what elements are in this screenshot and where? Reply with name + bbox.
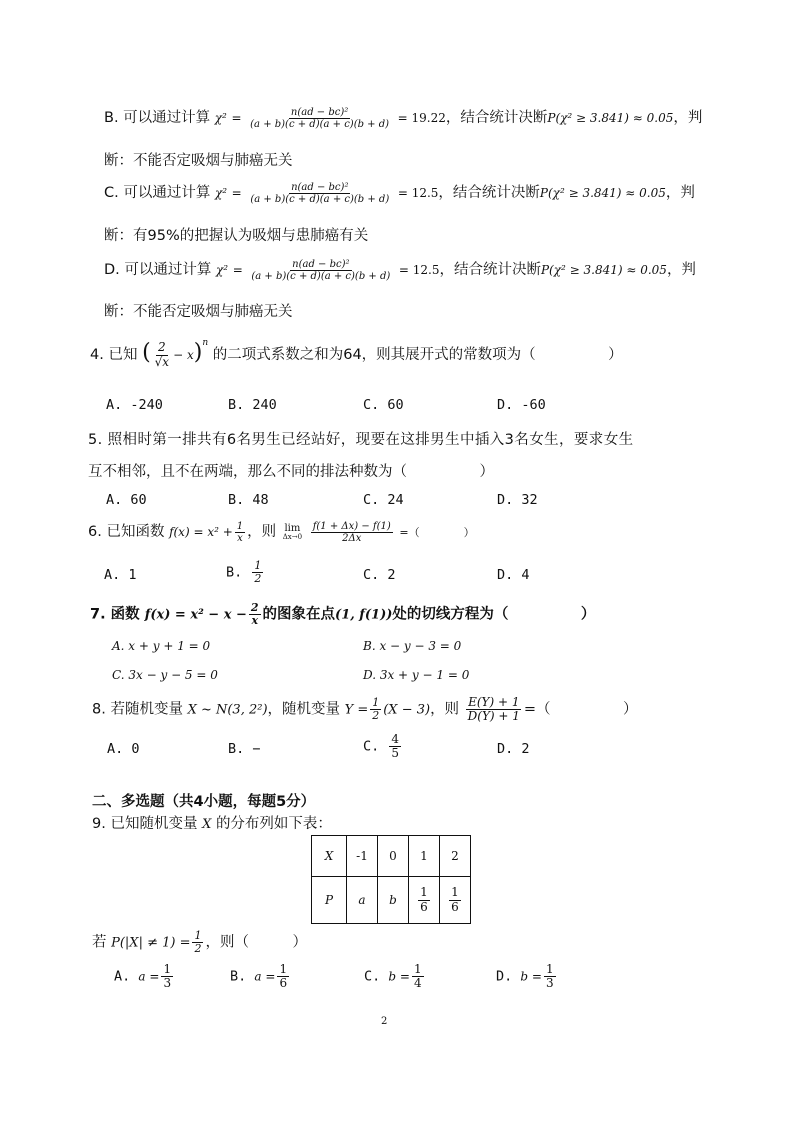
option-fraction	[277, 963, 289, 990]
question-number: 8.	[92, 701, 106, 718]
chi-value: = 19.22	[397, 111, 446, 125]
question-5-line2: 互不相邻，且不在两端，那么不同的排法种数为（ ）	[88, 464, 494, 480]
question-text: 若随机变量	[110, 701, 183, 718]
q5-option-b: B. 48	[228, 492, 269, 508]
formula-denominator: (a + b)(c + d)(a + c)(b + d)	[250, 193, 390, 205]
chi-square-symbol: χ²	[214, 186, 228, 200]
question-text-post: =（ ）	[523, 701, 638, 718]
option-label: D.	[104, 262, 120, 278]
fraction-denominator: 5	[391, 746, 400, 761]
fraction-numerator: f(1 + Δx) − f(1)	[312, 520, 391, 532]
q9-option-d	[496, 963, 558, 990]
y-expression: Y =	[344, 702, 369, 718]
fraction-numerator: 1	[279, 962, 288, 976]
option-variable: a =	[254, 969, 276, 984]
fraction-denominator: 6	[279, 976, 288, 991]
fraction-denominator: 6	[420, 899, 428, 914]
function-expression: f(x) = x² − x −	[144, 607, 247, 623]
limit-symbol	[283, 523, 302, 542]
q6-option-b	[226, 560, 265, 585]
fraction-numerator: 1	[163, 962, 172, 976]
q8-option-c	[363, 733, 403, 760]
probability-expression: P(χ² ≥ 3.841) ≈ 0.05	[547, 111, 674, 125]
q9-option-a	[114, 963, 175, 990]
option-label: B.	[226, 564, 243, 581]
chi-square-formula	[248, 107, 391, 130]
q4-option-a: A. -240	[106, 397, 163, 413]
fraction-denominator: √x	[154, 354, 170, 369]
option-label: B.	[230, 968, 247, 985]
difference-quotient	[311, 521, 393, 544]
option-variable: b =	[388, 969, 410, 984]
table-cell: X	[312, 836, 347, 877]
question-text: 若	[92, 934, 107, 951]
table-cell: a	[347, 877, 378, 924]
fraction-numerator: 4	[391, 732, 400, 746]
question-7	[90, 602, 595, 627]
question-text-post: 的二项式系数之和为64，则其展开式的常数项为（ ）	[212, 347, 623, 363]
q9-option-c	[364, 963, 426, 990]
binomial-rest: − x	[173, 348, 194, 362]
question-9	[92, 812, 332, 833]
fraction-numerator: 1	[194, 929, 202, 942]
chi-value: = 12.5	[398, 263, 440, 277]
table-row	[312, 836, 471, 877]
formula-numerator: n(ad − bc)²	[292, 258, 350, 270]
limit-subscript: Δx→0	[282, 532, 303, 541]
question-text: 已知	[108, 347, 138, 363]
option-text: 可以通过计算	[123, 185, 211, 201]
option-label: B.	[104, 110, 119, 126]
fraction-denominator: x	[251, 614, 258, 628]
fraction-denominator: 2	[372, 709, 380, 723]
option-text-tail: ，判	[666, 262, 696, 278]
question-number: 7.	[90, 606, 106, 623]
question-8	[92, 696, 638, 723]
option-text-mid: ，结合统计决断	[439, 262, 541, 278]
probability-expression: P(χ² ≥ 3.841) ≈ 0.05	[539, 186, 666, 200]
question-4	[90, 338, 623, 369]
table-cell	[409, 877, 440, 924]
question-5-line1: 5. 照相时第一排共有6名男生已经站好，现要在这排男生中插入3名女生，要求女生	[88, 432, 634, 448]
table-cell: b	[378, 877, 409, 924]
q8-option-a: A. 0	[107, 741, 140, 757]
option-fraction	[412, 963, 424, 990]
q3-option-d: D. 可以通过计算 χ² = $\frac{\text{n(ad − bc)²}}{(a + b)(c + d)(a + c)(b + d)}$ = 12.5，结合统计决断P(χ² ≥ 3.841) ≈ 0.05，判	[104, 258, 696, 282]
chi-value: = 12.5	[397, 186, 439, 200]
option-fraction	[161, 963, 173, 990]
q6-option-d: D. 4	[497, 567, 530, 583]
cell-fraction	[449, 886, 461, 913]
fraction-numerator: 2	[158, 340, 166, 355]
fraction-numerator: 1	[372, 696, 380, 710]
question-text-post: 处的切线方程为（ ）	[392, 606, 596, 623]
y-expression-post: (X − 3)	[383, 702, 431, 718]
normal-distribution: X ~ N(3, 2²)	[187, 702, 268, 718]
option-fraction	[252, 560, 263, 585]
option-label: C.	[104, 185, 119, 201]
chi-square-symbol: χ²	[216, 263, 229, 277]
y-coefficient	[370, 697, 381, 722]
option-text-mid: ，结合统计决断	[445, 110, 548, 126]
q3-option-c: C. 可以通过计算 χ² = $\frac{\text{n(ad − bc)²}}{(a + b)(c + d)(a + c)(b + d)}$ = 12.5，结合统计决断P(χ² ≥ 3.841) ≈ 0.05，判	[104, 181, 695, 205]
tangent-point: (1, f(1))	[335, 607, 393, 623]
fraction-denominator: 3	[545, 976, 554, 991]
fraction-denominator: 4	[413, 976, 422, 991]
left-paren: (	[142, 340, 151, 365]
condition-fraction	[192, 930, 203, 955]
option-variable: b =	[520, 969, 542, 984]
function-expression: f(x) = x² +	[169, 525, 233, 539]
question-number: 6.	[88, 524, 102, 540]
table-cell: -1	[347, 836, 378, 877]
chi-square-symbol: χ²	[214, 111, 227, 125]
fraction-denominator: 2	[254, 572, 262, 586]
question-text: 函数	[110, 606, 140, 623]
fraction-denominator: 2Δx	[342, 532, 362, 544]
formula-denominator: (a + b)(c + d)(a + c)(b + d)	[250, 118, 390, 130]
option-label: C.	[363, 738, 380, 755]
option-text: 可以通过计算	[123, 110, 211, 126]
exponent: n	[202, 338, 209, 348]
table-cell: P	[312, 877, 347, 924]
q5-option-d: D. 32	[497, 492, 538, 508]
q3-option-c-line2: 断：有95%的把握认为吸烟与患肺癌有关	[104, 228, 369, 244]
q9-option-b	[230, 963, 291, 990]
table-cell: 0	[378, 836, 409, 877]
fraction-numerator: 1	[413, 962, 422, 976]
option-text-mid: ，结合统计决断	[438, 185, 540, 201]
question-text-post: ，则（ ）	[205, 934, 307, 951]
question-6	[88, 520, 475, 544]
q3-option-d-line2: 断：不能否定吸烟与肺癌无关	[104, 304, 293, 320]
formula-denominator: (a + b)(c + d)(a + c)(b + d)	[251, 270, 391, 282]
fraction-numerator: 1	[420, 885, 428, 900]
fraction-numerator: E(Y) + 1	[468, 695, 520, 709]
q3-option-b-line2: 断：不能否定吸烟与肺癌无关	[104, 153, 293, 169]
chi-square-formula	[248, 182, 391, 205]
fraction-numerator: 1	[451, 885, 459, 900]
option-text: 可以通过计算	[124, 262, 212, 278]
question-text-post: =（ ）	[399, 526, 475, 539]
q6-option-a: A. 1	[104, 567, 137, 583]
fraction-numerator: 1	[545, 962, 554, 976]
fraction-term	[249, 602, 261, 627]
option-variable: a =	[138, 969, 160, 984]
q8-option-d: D. 2	[497, 741, 530, 757]
q7-option-d: D. 3x + y − 1 = 0	[363, 668, 470, 682]
binomial-fraction	[153, 341, 171, 368]
question-text-then: ，则	[430, 701, 460, 718]
limit-label: lim	[284, 522, 301, 534]
question-text-post: 的分布列如下表：	[215, 816, 332, 832]
formula-numerator: n(ad − bc)²	[291, 181, 349, 193]
q4-option-d: D. -60	[497, 397, 546, 413]
formula-numerator: n(ad − bc)²	[290, 106, 349, 118]
question-text-mid: 的图象在点	[262, 606, 336, 623]
q5-option-c: C. 24	[363, 492, 404, 508]
q7-option-b: B. x − y − 3 = 0	[363, 639, 462, 653]
q5-option-a: A. 60	[106, 492, 147, 508]
option-fraction	[544, 963, 556, 990]
fraction-denominator: 6	[451, 899, 459, 914]
page-number: 2	[381, 1016, 388, 1027]
question-9-condition	[92, 930, 307, 955]
section-2-title: 二、多选题（共4小题，每题5分）	[92, 794, 316, 810]
fraction-numerator: 1	[254, 559, 262, 572]
option-label: A.	[114, 968, 131, 985]
fraction-denominator: x	[237, 532, 243, 544]
fraction-denominator: 2	[194, 942, 202, 956]
distribution-table	[311, 835, 471, 924]
q8-option-b: B. −	[228, 741, 261, 757]
cell-fraction	[418, 886, 430, 913]
probability-expression: P(χ² ≥ 3.841) ≈ 0.05	[540, 263, 667, 277]
option-label: C.	[364, 968, 381, 985]
q3-option-b: B. 可以通过计算 χ² = $\frac{\text{n(ad − bc)²}}{(a + b)(c + d)(a + c)(b + d)}$ = 19.22，结合统计决断P(χ² ≥ 3.841) ≈ 0.05，判	[104, 106, 703, 130]
option-text-tail: ，判	[673, 110, 703, 126]
fraction-denominator: D(Y) + 1	[467, 709, 520, 724]
random-variable: X	[202, 817, 212, 832]
option-fraction	[389, 733, 401, 760]
question-text-mid: ，则	[247, 524, 277, 540]
table-cell: 2	[440, 836, 471, 877]
question-text: 9. 已知随机变量	[92, 816, 198, 832]
table-cell	[440, 877, 471, 924]
fraction-numerator: 2	[250, 601, 259, 614]
fraction-numerator: 1	[236, 520, 244, 532]
q4-option-c: C. 60	[363, 397, 404, 413]
question-text: 已知函数	[106, 524, 165, 540]
option-text-tail: ，判	[665, 185, 695, 201]
table-cell: 1	[409, 836, 440, 877]
q6-option-c: C. 2	[363, 567, 396, 583]
option-label: D.	[496, 968, 513, 985]
q4-option-b: B. 240	[228, 397, 277, 413]
question-number: 4.	[90, 347, 104, 363]
chi-square-formula	[249, 259, 392, 282]
fraction-denominator: 3	[163, 976, 172, 991]
reciprocal-fraction	[235, 521, 245, 544]
question-text-mid: ，随机变量	[267, 701, 341, 718]
q7-option-c: C. 3x − y − 5 = 0	[112, 668, 218, 682]
q7-option-a: A. x + y + 1 = 0	[112, 639, 211, 653]
right-paren: )	[193, 340, 203, 365]
probability-condition: P(|X| ≠ 1) =	[111, 935, 191, 951]
ratio-expression	[466, 696, 522, 723]
table-row	[312, 877, 471, 924]
